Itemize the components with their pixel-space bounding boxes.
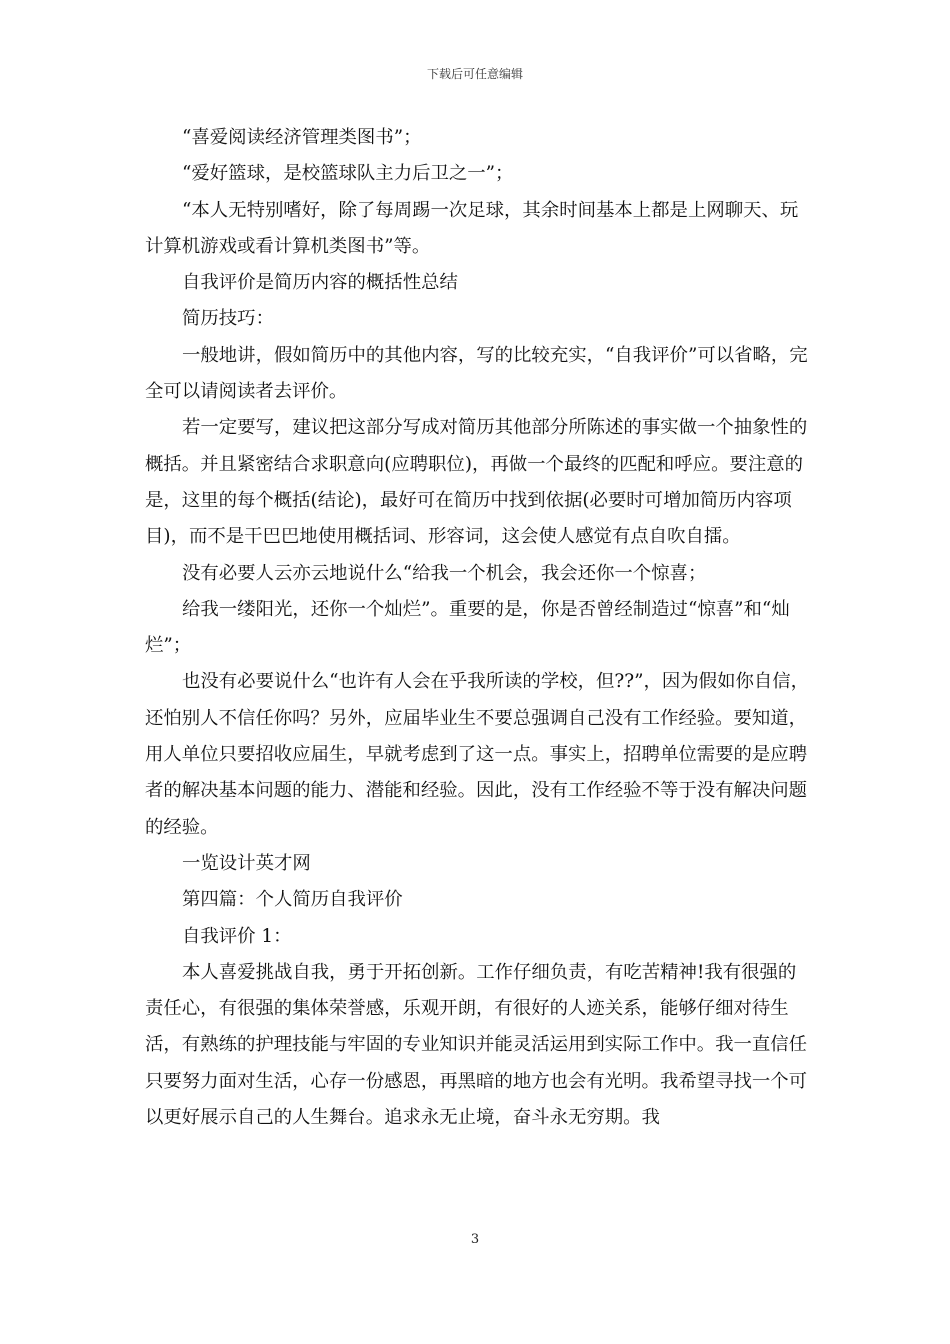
document-body bbox=[145, 120, 810, 1136]
paragraph: 本人喜爱挑战自我，勇于开拓创新。工作仔细负责，有吃苦精神!我有很强的责任心，有很强的集体荣誉感，乐观开朗，有很好的人迹关系，能够仔细对待生活，有熟练的护理技能与牢固的专业知识并能灵活运用到实际工作中。我一直信任只要努力面对生活，心存一份感恩，再黑暗的地方也会有光明。我希望寻找一个可以更好展示自己的人生舞台。追求永无止境，奋斗永无穷期。我 bbox=[145, 961, 808, 1129]
paragraph: “喜爱阅读经济管理类图书”； bbox=[182, 127, 422, 148]
page-header: 下载后可任意编辑 bbox=[426, 67, 523, 81]
paragraph: 一览设计英才网 bbox=[182, 852, 311, 874]
paragraph: 没有必要人云亦云地说什么“给我一个机会，我会还你一个惊喜； bbox=[182, 562, 707, 584]
paragraph: 也没有必要说什么“也许有人会在乎我所读的学校，但??”，因为假如你自信，还怕别人不信任你吗？另外，应届毕业生不要总强调自己没有工作经验。要知道，用人单位只要招收应届生，早就考虑到了这一点。事实上，招聘单位需要的是应聘者的解决基本问题的能力、潜能和经验。因此，没有工作经验不等于没有解决问题的经验。 bbox=[145, 671, 810, 838]
paragraph: 自我评价 1： bbox=[182, 925, 292, 947]
paragraph: 自我评价是简历内容的概括性总结 bbox=[182, 272, 458, 294]
paragraph: “爱好篮球，是校篮球队主力后卫之一”； bbox=[182, 163, 514, 185]
paragraph: 若一定要写，建议把这部分写成对简历其他部分所陈述的事实做一个抽象性的概括。并且紧密结合求职意向(应聘职位)，再做一个最终的匹配和呼应。要注意的是，这里的每个概括(结论)，最好可在简历中找到依据(必要时可增加简历内容项目)，而不是干巴巴地使用概括词、形容词，这会使人感觉有点自吹自擂。 bbox=[145, 417, 808, 548]
paragraph: 简历技巧： bbox=[182, 308, 274, 330]
paragraph: 一般地讲，假如简历中的其他内容，写的比较充实，“自我评价”可以省略，完全可以请阅读者去评价。 bbox=[145, 344, 808, 403]
section-heading: 第四篇：个人简历自我评价 bbox=[182, 889, 403, 911]
paragraph: “本人无特别嗜好，除了每周踢一次足球，其余时间基本上都是上网聊天、玩计算机游戏或看计算机类图书”等。 bbox=[145, 199, 799, 257]
page-number: 3 bbox=[470, 1232, 480, 1247]
paragraph: 给我一缕阳光，还你一个灿烂”。重要的是，你是否曾经制造过“惊喜”和“灿烂”； bbox=[145, 598, 790, 657]
